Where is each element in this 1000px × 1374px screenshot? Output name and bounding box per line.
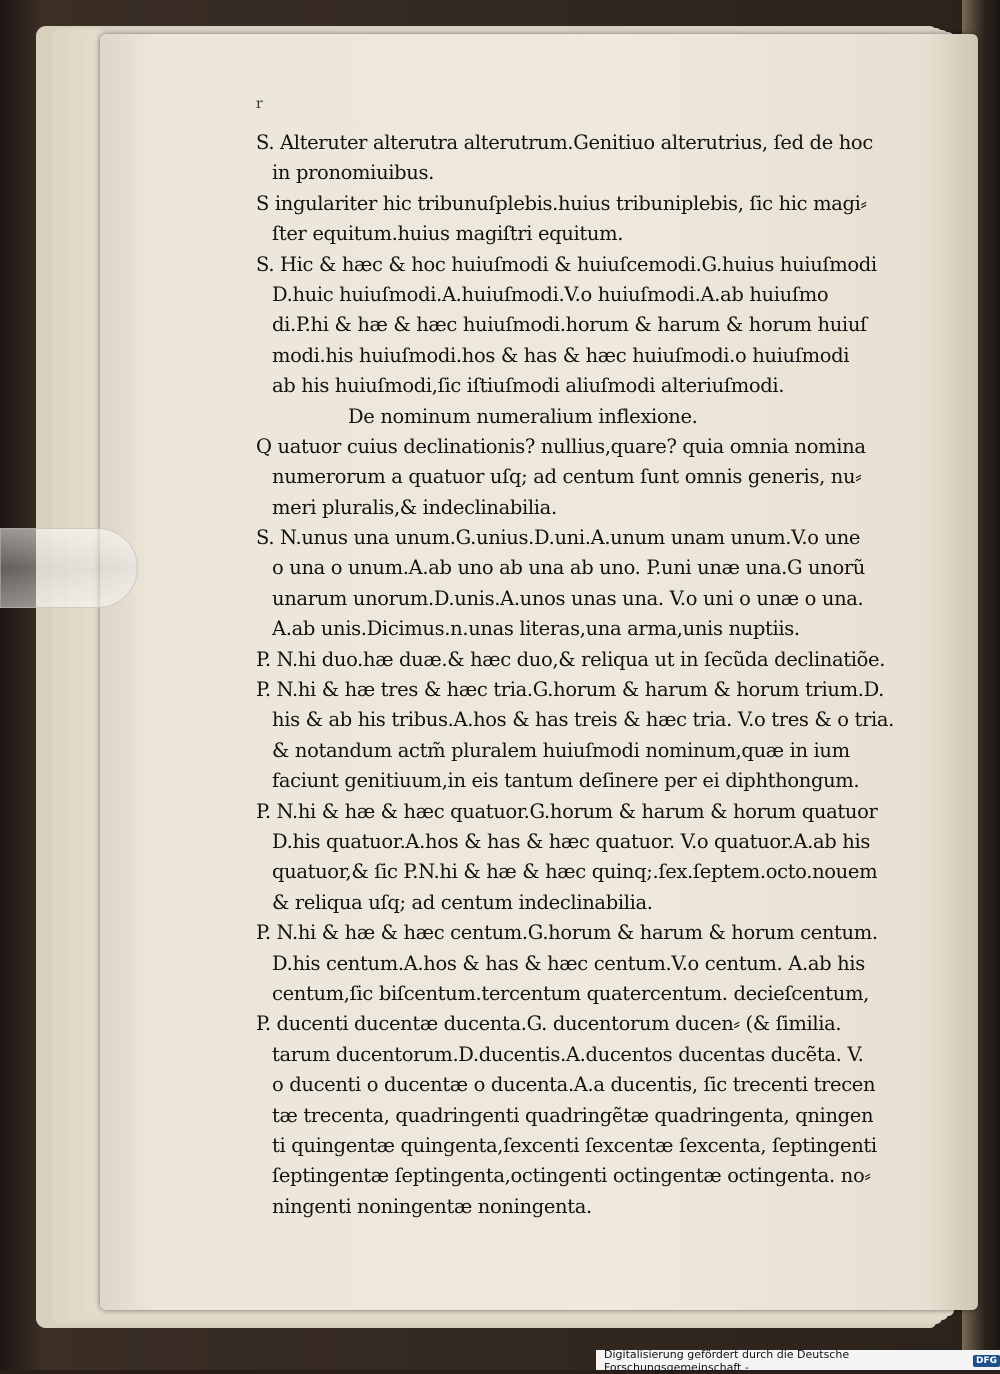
text-line: ſter equitum.huius magiſtri equitum. [272,222,624,246]
text-line: S ingulariter hic tribunuſplebis.huius tribuniplebis, ſic hic magi⸗ [256,191,867,215]
dfg-logo: DFG [973,1355,1000,1367]
text-line: A.ab unis.Dicimus.n.unas literas,una arma,unis nuptiis. [272,617,800,641]
text-line: & notandum actm̃ pluralem huiuſmodi nominum,quæ in ium [272,738,850,762]
text-line: D.his quatuor.A.hos & has & hæc quatuor. V.o quatuor.A.ab his [272,829,871,853]
text-line: meri pluralis,& indeclinabilia. [272,495,557,519]
text-line: unarum unorum.D.unis.A.unos unas una. V.o uni o unæ o una. [272,586,864,610]
text-line: P. N.hi & hæ & hæc centum.G.horum & harum & horum centum. [256,921,878,945]
text-line: faciunt genitiuum,in eis tantum deſinere per ei diphthongum. [272,769,860,793]
text-line: S. N.unus una unum.G.unius.D.uni.A.unum unam unum.V.o une [256,526,861,550]
text-line: modi.his huiuſmodi.hos & has & hæc huiuſmodi.o huiuſmodi [272,343,850,367]
text-line: in pronomiuibus. [272,161,435,185]
text-line: o una o unum.A.ab uno ab una ab uno. P.uni unæ una.G unorũ [272,556,866,580]
text-line: o ducenti o ducentæ o ducenta.A.a ducentis, ſic trecenti trecen [272,1073,876,1097]
funding-footer [604,1348,1000,1374]
text-line: ningenti noningentæ noningenta. [272,1194,592,1218]
text-line: tarum ducentorum.D.ducentis.A.ducentos ducentas ducẽta. V. [272,1042,864,1066]
text-line: ti quingentæ quingenta,ſexcenti ſexcentæ ſexcenta, ſeptingenti [272,1133,877,1157]
text-line: quatuor,& ſic P.N.hi & hæ & hæc quinq;.ſex.ſeptem.octo.nouem [272,860,878,884]
text-line: centum,ſic biſcentum.tercentum quatercentum. decieſcentum, [272,981,869,1005]
text-line: ſeptingentæ ſeptingenta,octingenti octingentæ octingenta. no⸗ [272,1164,871,1188]
text-line: tæ trecenta, quadringenti quadringẽtæ quadringenta, qningen [272,1103,874,1127]
text-line: numerorum a quatuor uſq; ad centum ſunt omnis generis, nu⸗ [272,465,862,489]
text-line: di.P.hi & hæ & hæc huiuſmodi.horum & harum & horum huiuſ [272,313,867,337]
text-line: P. N.hi & hæ tres & hæc tria.G.horum & harum & horum trium.D. [256,678,885,702]
text-line: ab his huiuſmodi,ſic iſtiuſmodi aliuſmodi alteriuſmodi. [272,374,785,398]
page-text-block [256,128,916,1222]
text-line: his & ab his tribus.A.hos & has treis & hæc tria. V.o tres & o tria. [272,708,894,732]
text-line: D.his centum.A.hos & has & hæc centum.V.o centum. A.ab his [272,951,865,975]
section-heading: De nominum numeralium inflexione. [348,404,698,428]
text-line: D.huic huiuſmodi.A.huiuſmodi.V.o huiuſmodi.A.ab huiuſmo [272,282,829,306]
text-line: Q uatuor cuius declinationis? nullius,quare? quia omnia nomina [256,434,866,458]
page-holder-clip [0,528,138,608]
text-line: P. N.hi duo.hæ duæ.& hæc duo,& reliqua ut in ſecũda declinatiõe. [256,647,886,671]
page-corner-mark: r [256,96,263,112]
text-line: P. N.hi & hæ & hæc quatuor.G.horum & harum & horum quatuor [256,799,878,823]
text-line: & reliqua uſq; ad centum indeclinabilia. [272,890,653,914]
text-line: P. ducenti ducentæ ducenta.G. ducentorum ducen⸗ (& ſimilia. [256,1012,842,1036]
text-line: S. Alteruter alterutra alterutrum.Genitiuo alterutrius, ſed de hoc [256,131,873,154]
text-line: S. Hic & hæc & hoc huiuſmodi & huiuſcemodi.G.huius huiuſmodi [256,252,877,276]
funding-footer-text: Digitalisierung gefördert durch die Deutsche Forschungsgemeinschaft - [604,1348,850,1374]
